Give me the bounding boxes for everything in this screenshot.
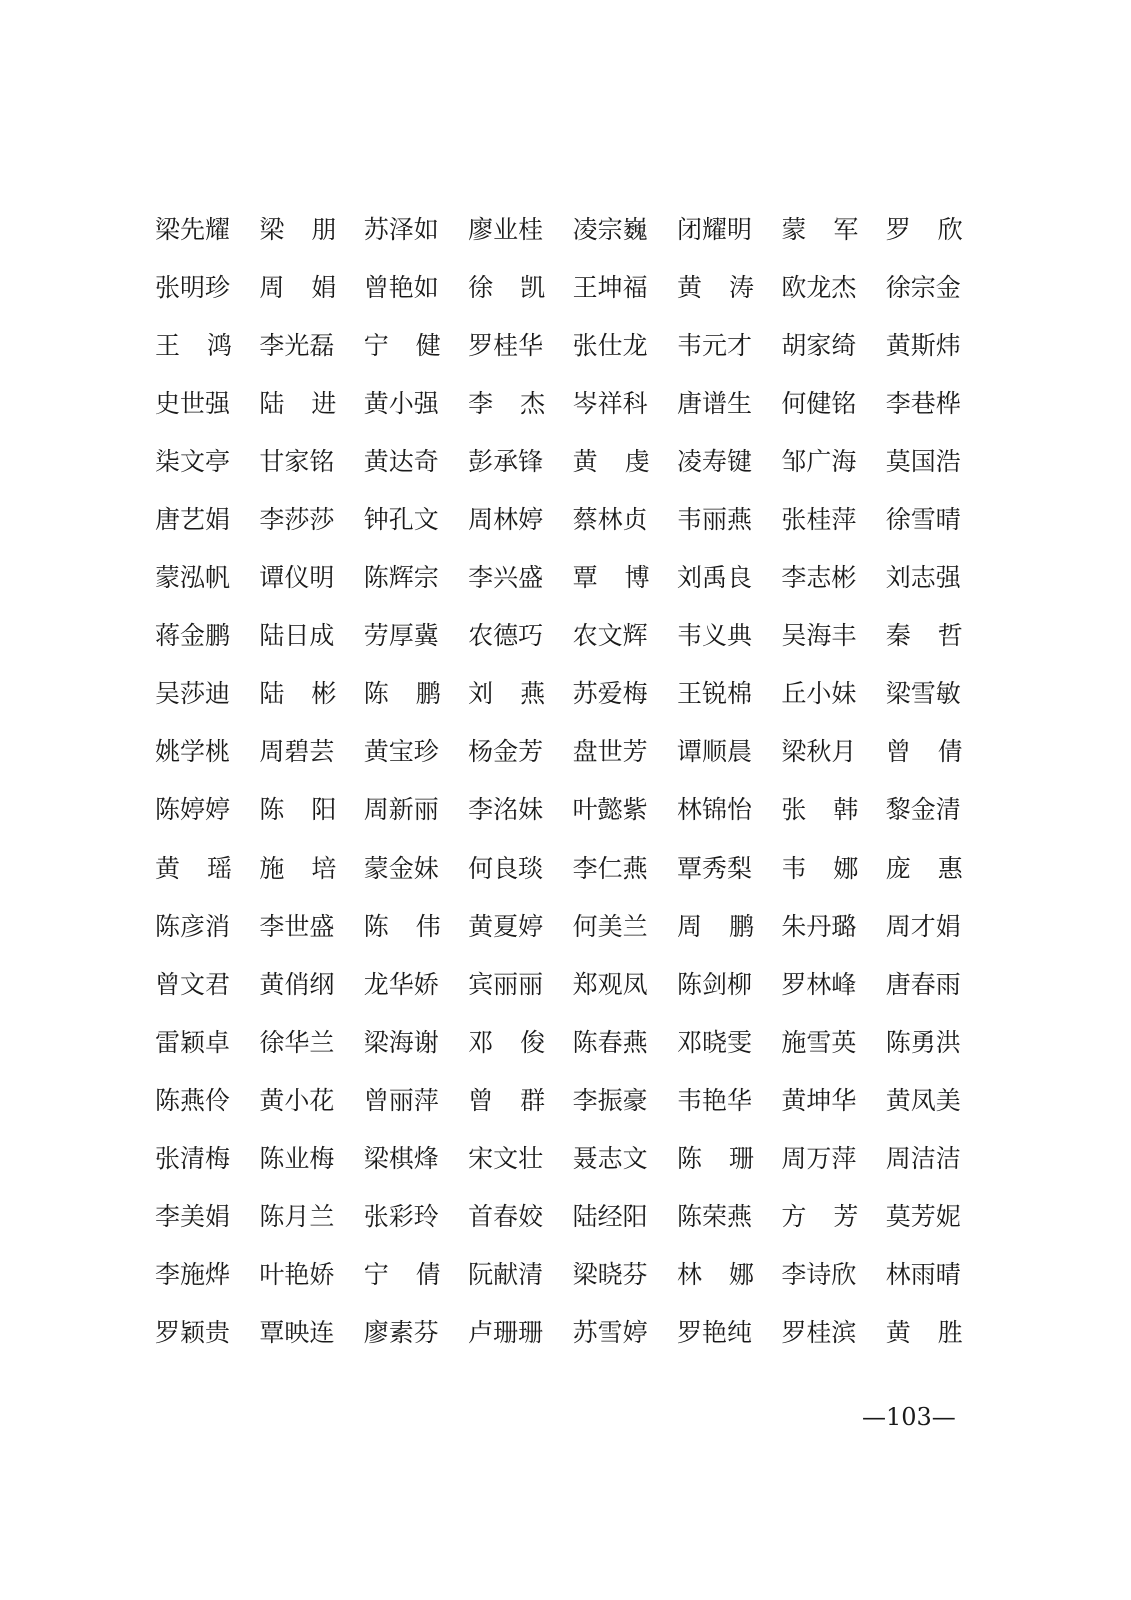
name-entry: 陈 珊 [676, 1144, 754, 1174]
name-entry: 蒙泓帆 [155, 563, 231, 593]
name-entry: 丘小妹 [781, 679, 857, 709]
name-entry: 梁海谢 [363, 1027, 439, 1057]
name-entry: 李美娟 [155, 1202, 231, 1232]
name-entry: 凌寿键 [676, 446, 752, 476]
name-entry: 龙华娇 [363, 969, 439, 999]
name-entry: 陈彦消 [155, 911, 231, 941]
name-entry: 李光磊 [259, 330, 335, 360]
name-entry: 苏泽如 [363, 214, 439, 244]
name-entry: 欧龙杰 [781, 272, 857, 302]
name-entry: 韦义典 [676, 621, 752, 651]
name-row [155, 781, 975, 839]
name-entry: 梁秋月 [781, 737, 857, 767]
name-entry: 张仕龙 [572, 330, 648, 360]
name-entry: 施 培 [259, 853, 337, 883]
name-entry: 蒋金鹏 [155, 621, 231, 651]
name-entry: 李诗欣 [781, 1260, 857, 1290]
name-entry: 杨金芳 [468, 737, 544, 767]
name-entry: 苏雪婷 [572, 1318, 648, 1348]
name-entry: 罗桂华 [468, 330, 544, 360]
name-entry: 罗颖贵 [155, 1318, 231, 1348]
name-row [155, 723, 975, 781]
name-entry: 张明珍 [155, 272, 231, 302]
name-entry: 苏爱梅 [572, 679, 648, 709]
name-entry: 刘志强 [885, 563, 961, 593]
name-entry: 劳厚冀 [363, 621, 439, 651]
name-entry: 叶艳娇 [259, 1260, 335, 1290]
name-entry: 宋文壮 [468, 1144, 544, 1174]
name-entry: 朱丹璐 [781, 911, 857, 941]
name-entry: 李施烨 [155, 1260, 231, 1290]
name-row [155, 1013, 975, 1071]
name-entry: 陈婷婷 [155, 795, 231, 825]
name-entry: 秦 哲 [885, 621, 963, 651]
name-entry: 黄宝珍 [363, 737, 439, 767]
name-entry: 林雨晴 [885, 1260, 961, 1290]
name-entry: 徐雪晴 [885, 505, 961, 535]
name-entry: 闭耀明 [676, 214, 752, 244]
name-entry: 陆 彬 [259, 679, 337, 709]
name-entry: 黄夏婷 [468, 911, 544, 941]
name-entry: 曾 群 [468, 1085, 546, 1115]
name-entry: 覃 博 [572, 563, 650, 593]
name-entry: 廖业桂 [468, 214, 544, 244]
name-entry: 黄 涛 [676, 272, 754, 302]
name-entry: 首春姣 [468, 1202, 544, 1232]
name-row [155, 955, 975, 1013]
name-row [155, 1188, 975, 1246]
name-entry: 陈荣燕 [676, 1202, 752, 1232]
name-entry: 刘 燕 [468, 679, 546, 709]
page-number: —103— [862, 1403, 956, 1431]
names-grid [155, 200, 975, 1362]
name-row [155, 1071, 975, 1129]
name-entry: 雷颖卓 [155, 1027, 231, 1057]
name-entry: 陈春燕 [572, 1027, 648, 1057]
name-entry: 吴海丰 [781, 621, 857, 651]
name-row [155, 258, 975, 316]
name-entry: 周才娟 [885, 911, 961, 941]
name-entry: 罗林峰 [781, 969, 857, 999]
name-entry: 罗 欣 [885, 214, 963, 244]
name-entry: 史世强 [155, 388, 231, 418]
name-row [155, 1130, 975, 1188]
name-entry: 陈勇洪 [885, 1027, 961, 1057]
name-entry: 黄俏纲 [259, 969, 335, 999]
name-entry: 蒙 军 [781, 214, 859, 244]
name-entry: 周万萍 [781, 1144, 857, 1174]
name-entry: 李振豪 [572, 1085, 648, 1115]
name-row [155, 374, 975, 432]
name-entry: 梁棋烽 [363, 1144, 439, 1174]
name-entry: 何健铭 [781, 388, 857, 418]
name-entry: 林锦怡 [676, 795, 752, 825]
name-entry: 曾 倩 [885, 737, 963, 767]
name-row [155, 607, 975, 665]
name-entry: 李世盛 [259, 911, 335, 941]
name-entry: 周碧芸 [259, 737, 335, 767]
name-entry: 陈剑柳 [676, 969, 752, 999]
name-entry: 陈月兰 [259, 1202, 335, 1232]
name-row [155, 839, 975, 897]
name-entry: 曾艳如 [363, 272, 439, 302]
name-entry: 姚学桃 [155, 737, 231, 767]
name-entry: 陈燕伶 [155, 1085, 231, 1115]
name-entry: 徐 凯 [468, 272, 546, 302]
name-entry: 蔡林贞 [572, 505, 648, 535]
name-entry: 陆 进 [259, 388, 337, 418]
name-entry: 唐春雨 [885, 969, 961, 999]
name-entry: 张彩玲 [363, 1202, 439, 1232]
name-entry: 王锐棉 [676, 679, 752, 709]
name-entry: 黄 虔 [572, 446, 650, 476]
name-entry: 梁晓芬 [572, 1260, 648, 1290]
name-entry: 庞 惠 [885, 853, 963, 883]
name-entry: 彭承锋 [468, 446, 544, 476]
name-entry: 周林婷 [468, 505, 544, 535]
name-entry: 周 鹏 [676, 911, 754, 941]
name-entry: 韦元才 [676, 330, 752, 360]
name-entry: 陈 阳 [259, 795, 337, 825]
name-entry: 阮献清 [468, 1260, 544, 1290]
name-entry: 莫国浩 [885, 446, 961, 476]
name-row [155, 200, 975, 258]
name-row [155, 432, 975, 490]
name-entry: 陈 鹏 [363, 679, 441, 709]
name-entry: 李莎莎 [259, 505, 335, 535]
name-entry: 曾丽萍 [363, 1085, 439, 1115]
name-entry: 岑祥科 [572, 388, 648, 418]
name-entry: 陈 伟 [363, 911, 441, 941]
name-entry: 黄小强 [363, 388, 439, 418]
name-entry: 黄 胜 [885, 1318, 963, 1348]
name-entry: 农德巧 [468, 621, 544, 651]
name-entry: 邹广海 [781, 446, 857, 476]
name-entry: 钟孔文 [363, 505, 439, 535]
name-entry: 陆经阳 [572, 1202, 648, 1232]
name-entry: 唐艺娟 [155, 505, 231, 535]
name-entry: 周 娟 [259, 272, 337, 302]
name-entry: 陆日成 [259, 621, 335, 651]
name-entry: 李仁燕 [572, 853, 648, 883]
name-row [155, 549, 975, 607]
name-entry: 陈辉宗 [363, 563, 439, 593]
name-row [155, 665, 975, 723]
name-entry: 梁先耀 [155, 214, 231, 244]
name-entry: 张清梅 [155, 1144, 231, 1174]
name-entry: 韦艳华 [676, 1085, 752, 1115]
name-entry: 刘禹良 [676, 563, 752, 593]
name-entry: 施雪英 [781, 1027, 857, 1057]
name-entry: 周新丽 [363, 795, 439, 825]
name-entry: 凌宗巍 [572, 214, 648, 244]
name-entry: 王 鸿 [155, 330, 233, 360]
name-entry: 唐谱生 [676, 388, 752, 418]
name-entry: 黄斯炜 [885, 330, 961, 360]
name-entry: 李巷桦 [885, 388, 961, 418]
name-entry: 黎金清 [885, 795, 961, 825]
name-entry: 吴莎迪 [155, 679, 231, 709]
name-entry: 莫芳妮 [885, 1202, 961, 1232]
name-entry: 黄坤华 [781, 1085, 857, 1115]
name-entry: 黄 瑶 [155, 853, 233, 883]
name-entry: 廖素芬 [363, 1318, 439, 1348]
name-entry: 农文辉 [572, 621, 648, 651]
name-entry: 何良琰 [468, 853, 544, 883]
name-entry: 黄小花 [259, 1085, 335, 1115]
name-entry: 梁雪敏 [885, 679, 961, 709]
name-entry: 方 芳 [781, 1202, 859, 1232]
name-entry: 宾丽丽 [468, 969, 544, 999]
name-entry: 梁 朋 [259, 214, 337, 244]
name-entry: 卢珊珊 [468, 1318, 544, 1348]
name-entry: 张桂萍 [781, 505, 857, 535]
name-entry: 邓 俊 [468, 1027, 546, 1057]
name-entry: 曾文君 [155, 969, 231, 999]
name-entry: 王坤福 [572, 272, 648, 302]
name-row [155, 1304, 975, 1362]
name-entry: 李志彬 [781, 563, 857, 593]
name-entry: 蒙金妹 [363, 853, 439, 883]
name-entry: 罗桂滨 [781, 1318, 857, 1348]
name-entry: 李 杰 [468, 388, 546, 418]
name-entry: 李洺妹 [468, 795, 544, 825]
name-entry: 覃秀梨 [676, 853, 752, 883]
name-row [155, 316, 975, 374]
name-entry: 叶懿紫 [572, 795, 648, 825]
name-entry: 宁 健 [363, 330, 441, 360]
name-entry: 邓晓雯 [676, 1027, 752, 1057]
name-entry: 甘家铭 [259, 446, 335, 476]
name-entry: 韦 娜 [781, 853, 859, 883]
name-entry: 韦丽燕 [676, 505, 752, 535]
name-entry: 徐宗金 [885, 272, 961, 302]
name-row [155, 490, 975, 548]
name-entry: 盘世芳 [572, 737, 648, 767]
name-entry: 周洁洁 [885, 1144, 961, 1174]
name-entry: 覃映连 [259, 1318, 335, 1348]
name-entry: 谭顺晨 [676, 737, 752, 767]
name-entry: 柒文亭 [155, 446, 231, 476]
name-row [155, 1246, 975, 1304]
name-entry: 李兴盛 [468, 563, 544, 593]
name-entry: 胡家绮 [781, 330, 857, 360]
name-entry: 宁 倩 [363, 1260, 441, 1290]
name-row [155, 897, 975, 955]
name-entry: 罗艳纯 [676, 1318, 752, 1348]
name-entry: 张 韩 [781, 795, 859, 825]
name-entry: 黄达奇 [363, 446, 439, 476]
name-entry: 何美兰 [572, 911, 648, 941]
name-entry: 林 娜 [676, 1260, 754, 1290]
name-entry: 谭仪明 [259, 563, 335, 593]
name-entry: 聂志文 [572, 1144, 648, 1174]
name-entry: 黄凤美 [885, 1085, 961, 1115]
name-entry: 郑观凤 [572, 969, 648, 999]
name-entry: 徐华兰 [259, 1027, 335, 1057]
name-entry: 陈业梅 [259, 1144, 335, 1174]
